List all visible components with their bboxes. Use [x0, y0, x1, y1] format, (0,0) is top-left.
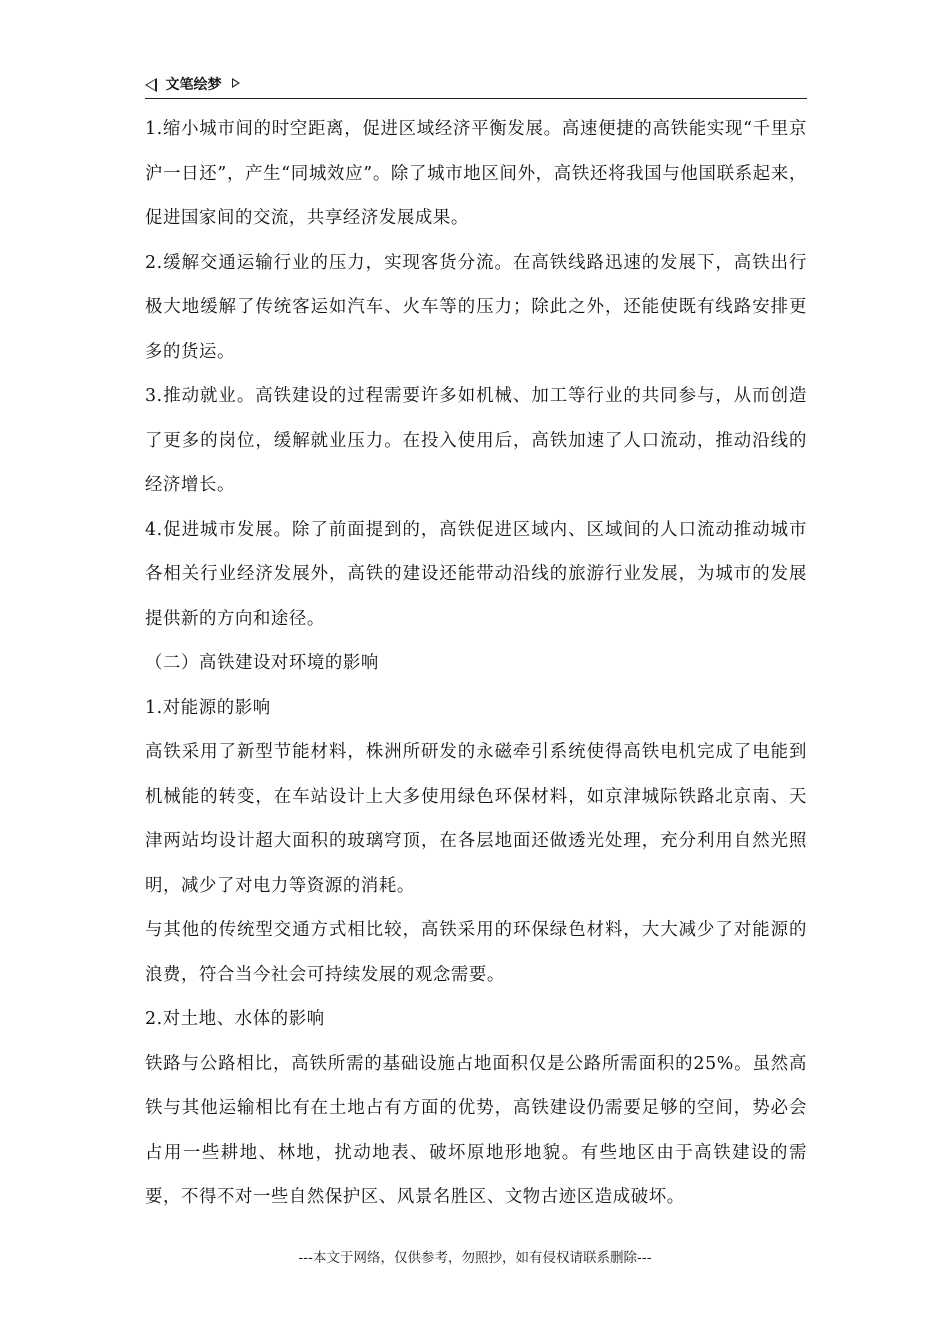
right-triangle-icon [232, 78, 240, 88]
page-header [145, 74, 807, 99]
paragraph-energy: 高铁采用了新型节能材料，株洲所研发的永磁牵引系统使得高铁电机完成了电能到机械能的转变，在车站设计上大多使用绿色环保材料，如京津城际铁路北京南、天津两站均设计超大面积的玻璃穹顶，在各层地面还做透光处理，充分利用自然光照明，减少了对电力等资源的消耗。 [145, 742, 807, 896]
paragraph-2: 2.缓解交通运输行业的压力，实现客货分流。在高铁线路迅速的发展下，高铁出行极大地缓解了传统客运如汽车、火车等的压力；除此之外，还能使既有线路安排更多的货运。 [145, 252, 807, 362]
document-body [145, 107, 807, 1220]
subheading-land-water: 2.对土地、水体的影响 [145, 1009, 325, 1029]
paragraph-1: 1.缩小城市间的时空距离，促进区域经济平衡发展。高速便捷的高铁能实现“千里京沪一日还”，产生“同城效应”。除了城市地区间外，高铁还将我国与他国联系起来，促进国家间的交流，共享经济发展成果。 [145, 119, 807, 228]
paragraph-3: 3.推动就业。高铁建设的过程需要许多如机械、加工等行业的共同参与，从而创造了更多的岗位，缓解就业压力。在投入使用后，高铁加速了人口流动，推动沿线的经济增长。 [145, 386, 807, 495]
header-title: 文笔绘梦 [165, 77, 222, 93]
section-heading: （二）高铁建设对环境的影响 [145, 653, 379, 673]
paragraph-4: 4.促进城市发展。除了前面提到的，高铁促进区域内、区域间的人口流动推动城市各相关行业经济发展外，高铁的建设还能带动沿线的旅游行业发展，为城市的发展提供新的方向和途径。 [145, 519, 807, 629]
page-footer: ---本文于网络，仅供参考，勿照抄，如有侵权请联系删除--- [298, 1250, 652, 1266]
left-triangle-icon [145, 78, 157, 92]
paragraph-land-water: 铁路与公路相比，高铁所需的基础设施占地面积仅是公路所需面积的25%。虽然高铁与其他运输相比有在土地占有方面的优势，高铁建设仍需要足够的空间，势必会占用一些耕地、林地，扰动地表、破坏原地形地貌。有些地区由于高铁建设的需要，不得不对一些自然保护区、风景名胜区、文物古迹区造成破坏。 [145, 1053, 807, 1207]
paragraph-energy-summary: 与其他的传统型交通方式相比较，高铁采用的环保绿色材料，大大减少了对能源的浪费，符合当今社会可持续发展的观念需要。 [145, 920, 807, 985]
subheading-energy: 1.对能源的影响 [145, 697, 271, 718]
